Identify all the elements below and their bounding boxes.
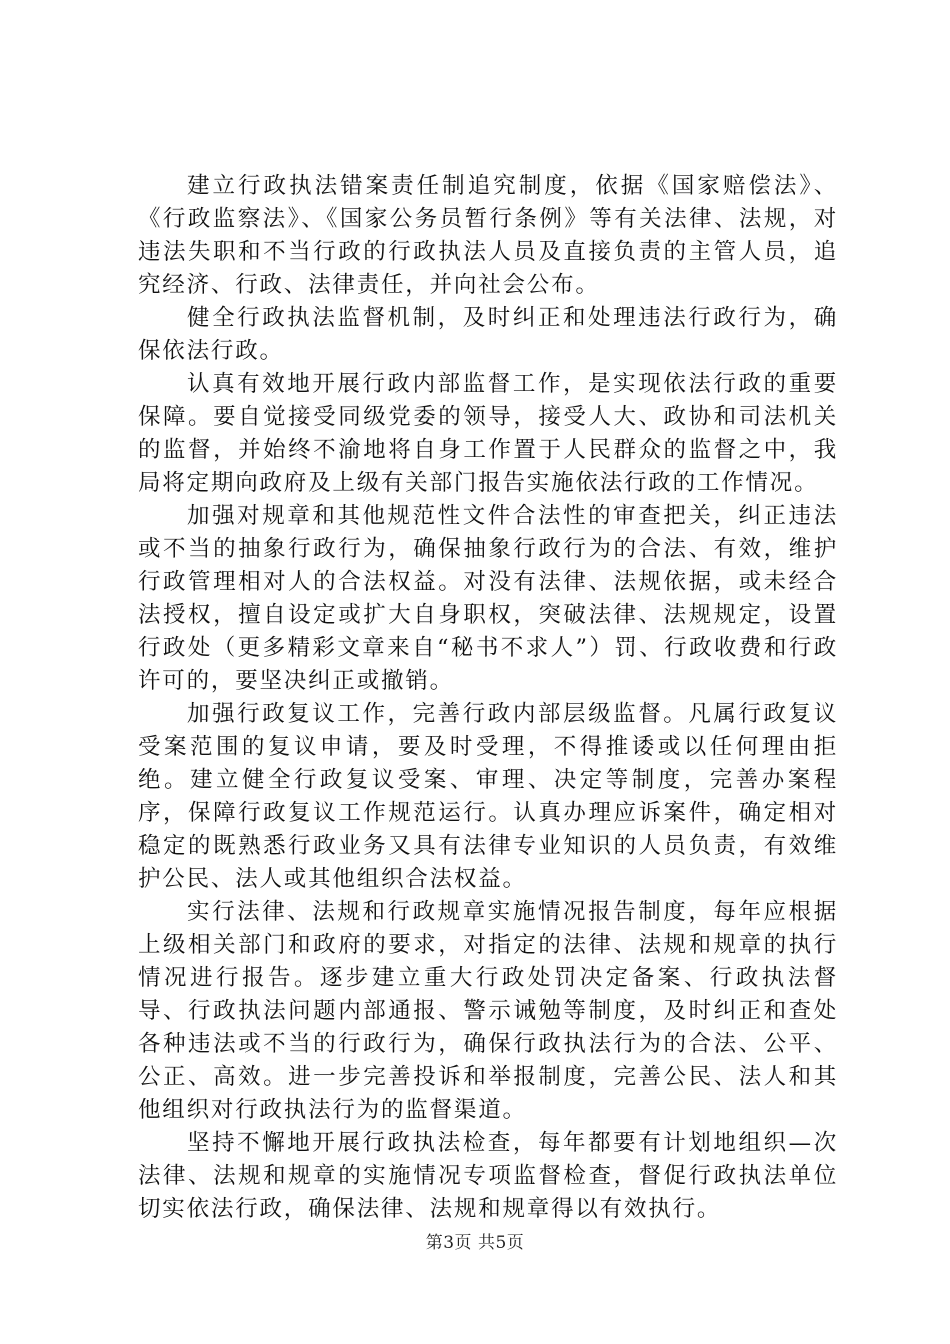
page-number-footer: 第3页 共5页 <box>425 1233 525 1253</box>
document-body <box>138 170 838 1226</box>
paragraph-law-enforcement-inspection: 坚持不懈地开展行政执法检查，每年都要有计划地组织—次法律、法规和规章的实施情况专项监督检查，督促行政执法单位切实依法行政，确保法律、法规和规章得以有效执行。 <box>138 1130 838 1222</box>
paragraph-normative-documents-review: 加强对规章和其他规范性文件合法性的审查把关，纠正违法或不当的抽象行政行为，确保抽象行政行为的合法、有效，维护行政管理相对人的合法权益。对没有法律、法规依据，或未经合法授权，擅自设定或扩大自身职权，突破法律、法规规定，设置行政处（更多精彩文章来自“秘书不求人”）罚、行政收费和行政许可的，要坚决纠正或撤销。 <box>138 503 838 694</box>
paragraph-implementation-reporting: 实行法律、法规和行政规章实施情况报告制度，每年应根据上级相关部门和政府的要求，对指定的法律、法规和规章的执行情况进行报告。逐步建立重大行政处罚决定备案、行政执法督导、行政执法问题内部通报、警示诫勉等制度，及时纠正和查处各种违法或不当的行政行为，确保行政执法行为的合法、公平、公正、高效。进一步完善投诉和举报制度，完善公民、法人和其他组织对行政执法行为的监督渠道。 <box>138 899 838 1123</box>
paragraph-supervision-mechanism: 健全行政执法监督机制，及时纠正和处理违法行政行为，确保依法行政。 <box>138 305 838 364</box>
paragraph-administrative-reconsideration: 加强行政复议工作，完善行政内部层级监督。凡属行政复议受案范围的复议申请，要及时受理，不得推诿或以任何理由拒绝。建立健全行政复议受案、审理、决定等制度，完善办案程序，保障行政复议工作规范运行。认真办理应诉案件，确定相对稳定的既熟悉行政业务又具有法律专业知识的人员负责，有效维护公民、法人或其他组织合法权益。 <box>138 701 838 892</box>
paragraph-error-accountability: 建立行政执法错案责任制追究制度，依据《国家赔偿法》、《行政监察法》、《国家公务员暂行条例》等有关法律、法规，对违法失职和不当行政的行政执法人员及直接负责的主管人员，追究经济、行政、法律责任，并向社会公布。 <box>138 173 838 298</box>
paragraph-internal-supervision: 认真有效地开展行政内部监督工作，是实现依法行政的重要保障。要自觉接受同级党委的领导，接受人大、政协和司法机关的监督，并始终不渝地将自身工作置于人民群众的监督之中，我局将定期向政府及上级有关部门报告实施依法行政的工作情况。 <box>138 371 838 496</box>
